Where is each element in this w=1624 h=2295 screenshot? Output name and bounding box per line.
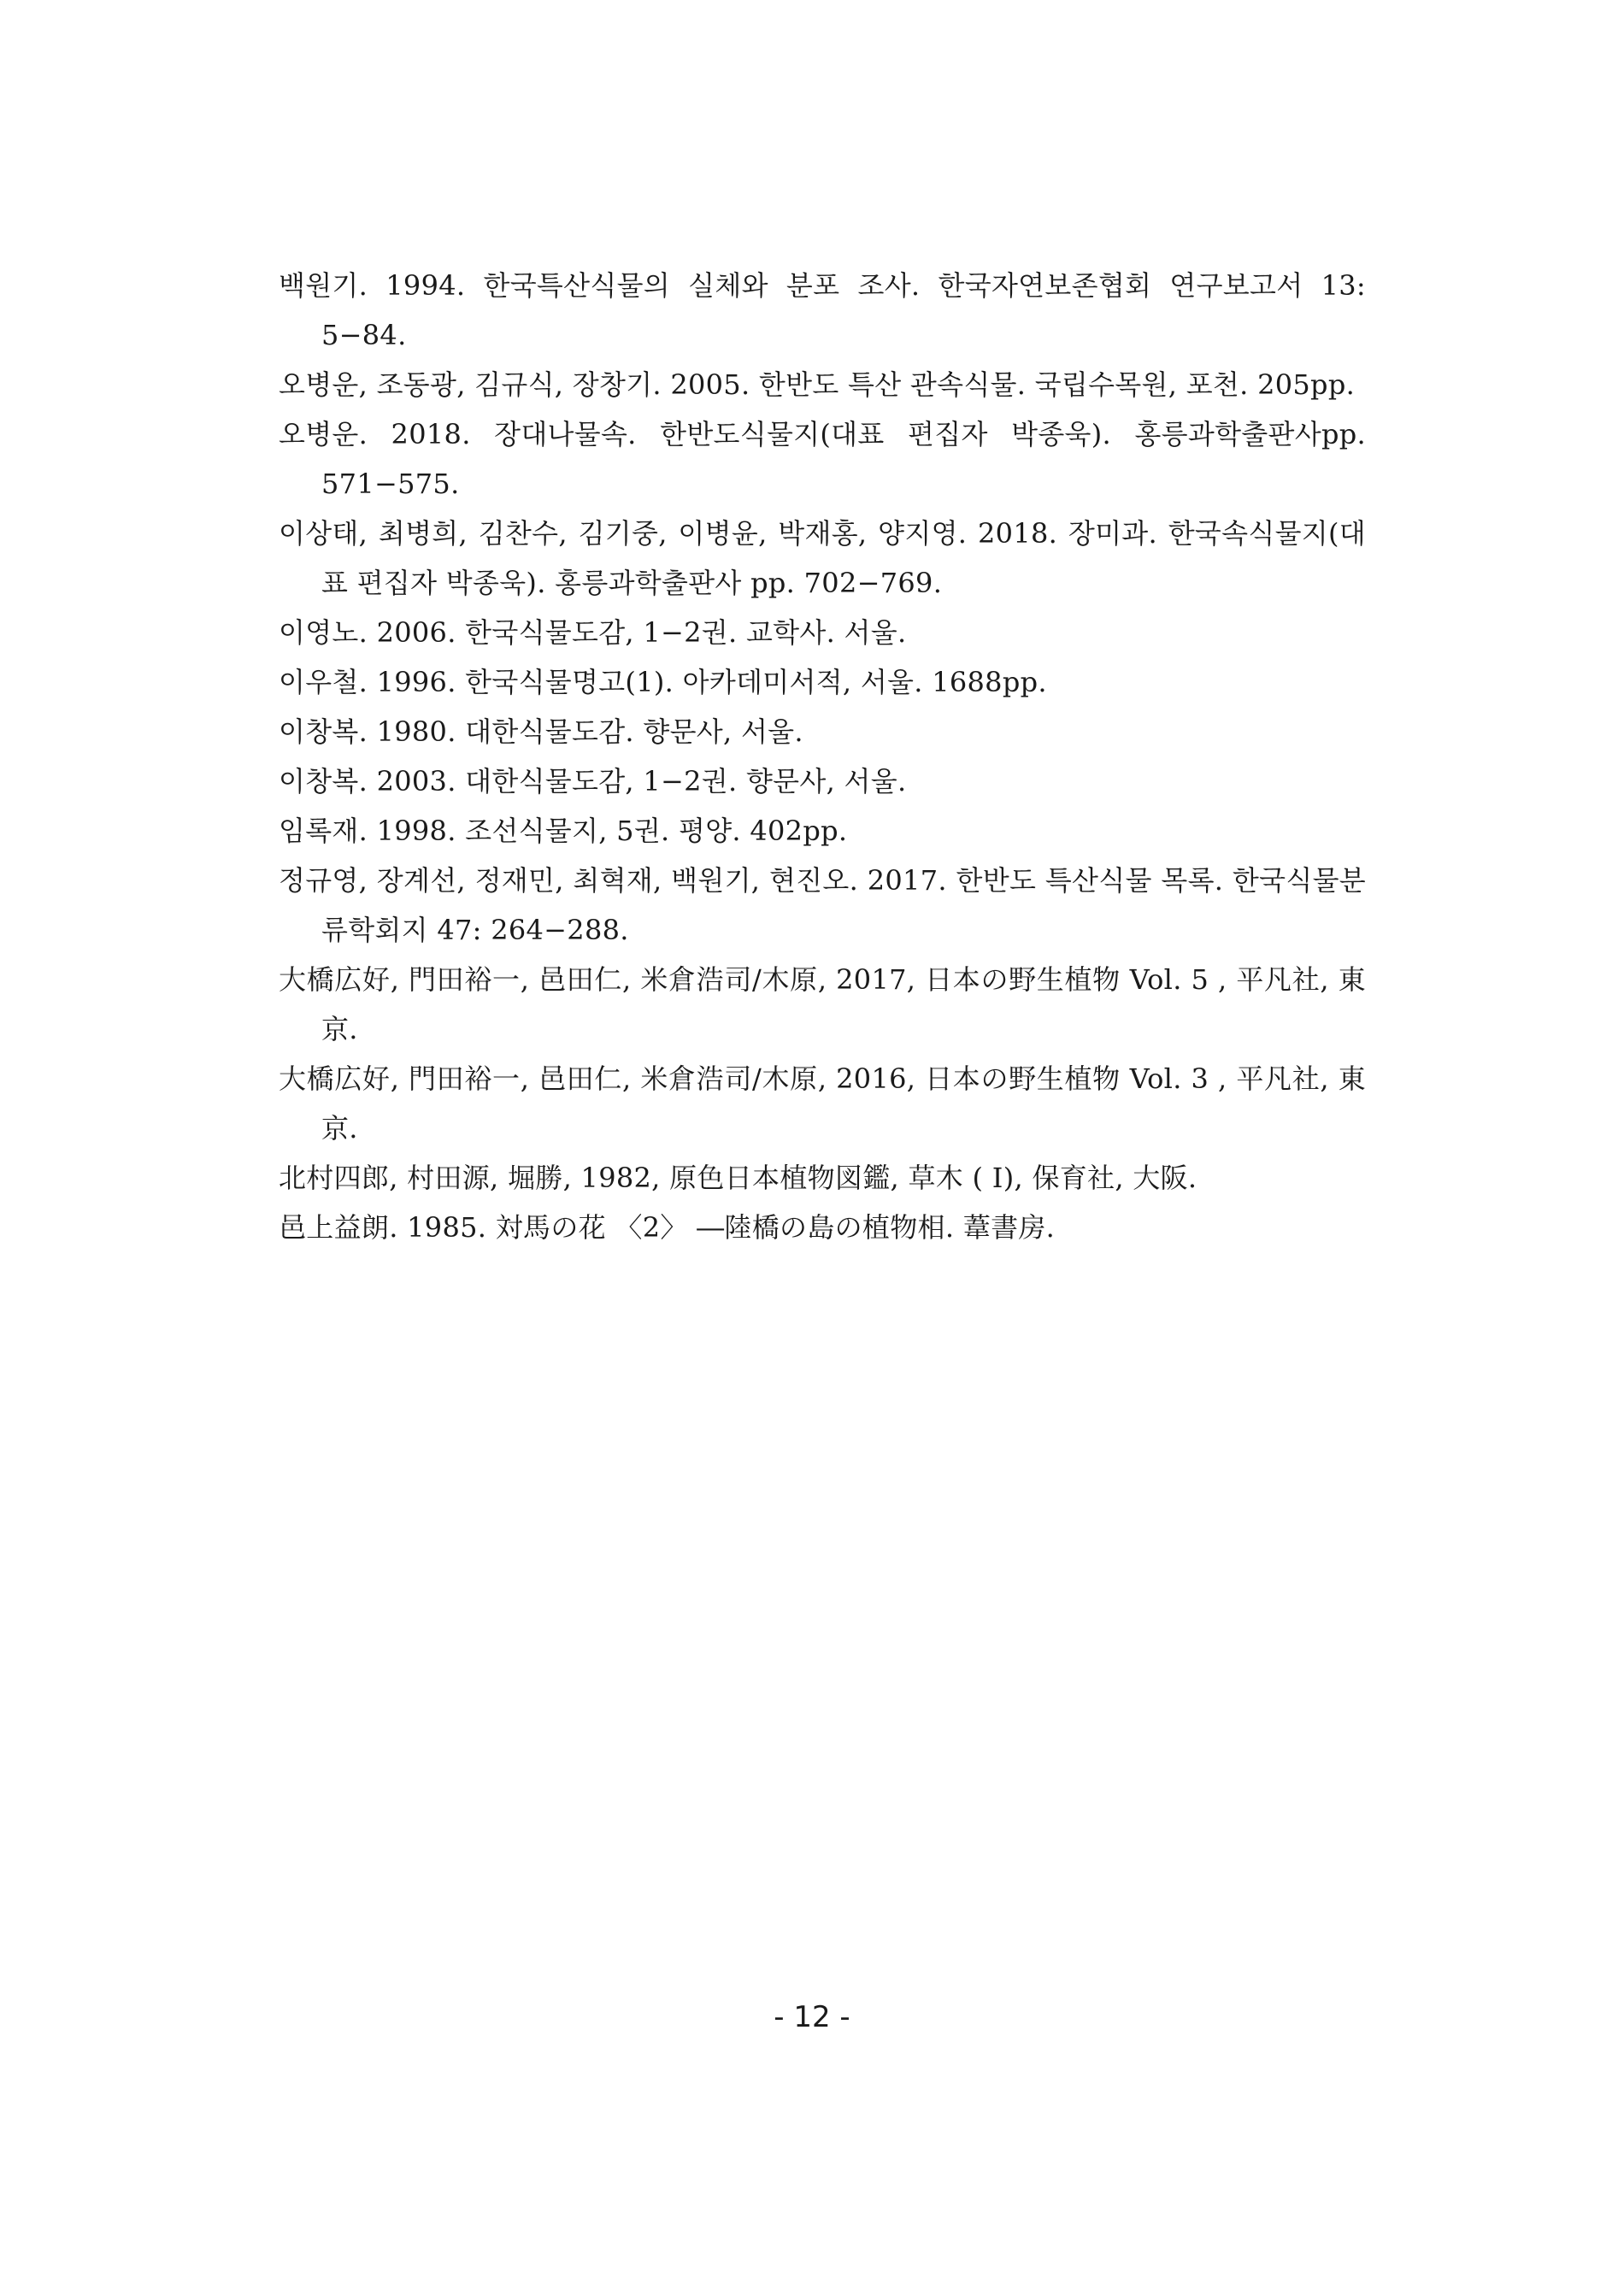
- reference-entry: 오병운, 조동광, 김규식, 장창기. 2005. 한반도 특산 관속식물. 국립수목원, 포천. 205pp.: [279, 368, 1356, 401]
- reference-entry: 邑上益朗. 1985. 対馬の花 〈2〉 ―陸橋の島の植物相. 葦書房.: [279, 1211, 1056, 1244]
- reference-list: [279, 261, 1366, 1252]
- reference-entry: 大橋広好, 門田裕一, 邑田仁, 米倉浩司/木原, 2017, 日本の野生植物 Vol. 5 , 平凡社, 東京.: [279, 963, 1366, 1045]
- reference-entry: 이창복. 1980. 대한식물도감. 향문사, 서울.: [279, 715, 803, 748]
- reference-entry: 이창복. 2003. 대한식물도감, 1−2권. 향문사, 서울.: [279, 765, 907, 797]
- reference-entry: 임록재. 1998. 조선식물지, 5권. 평양. 402pp.: [279, 815, 848, 847]
- reference-entry: 정규영, 장계선, 정재민, 최혁재, 백원기, 현진오. 2017. 한반도 특산식물 목록. 한국식물분류학회지 47: 264−288.: [279, 864, 1366, 946]
- reference-entry: 백원기. 1994. 한국특산식물의 실체와 분포 조사. 한국자연보존협회 연구보고서 13: 5−84.: [279, 269, 1366, 351]
- reference-entry: 이우철. 1996. 한국식물명고(1). 아카데미서적, 서울. 1688pp.: [279, 666, 1047, 698]
- reference-entry: 이영노. 2006. 한국식물도감, 1−2권. 교학사. 서울.: [279, 616, 907, 649]
- reference-entry: 北村四郎, 村田源, 堀勝, 1982, 原色日本植物図鑑, 草木 ( I), 保育社, 大阪.: [279, 1162, 1197, 1194]
- reference-entry: 이상태, 최병희, 김찬수, 김기중, 이병윤, 박재홍, 양지영. 2018. 장미과. 한국속식물지(대표 편집자 박종욱). 홍릉과학출판사 pp. 702−769.: [279, 517, 1366, 599]
- page-number: - 12 -: [774, 2000, 850, 2034]
- reference-entry: 오병운. 2018. 장대나물속. 한반도식물지(대표 편집자 박종욱). 홍릉과학출판사pp. 571−575.: [279, 418, 1366, 500]
- reference-entry: 大橋広好, 門田裕一, 邑田仁, 米倉浩司/木原, 2016, 日本の野生植物 Vol. 3 , 平凡社, 東京.: [279, 1062, 1366, 1145]
